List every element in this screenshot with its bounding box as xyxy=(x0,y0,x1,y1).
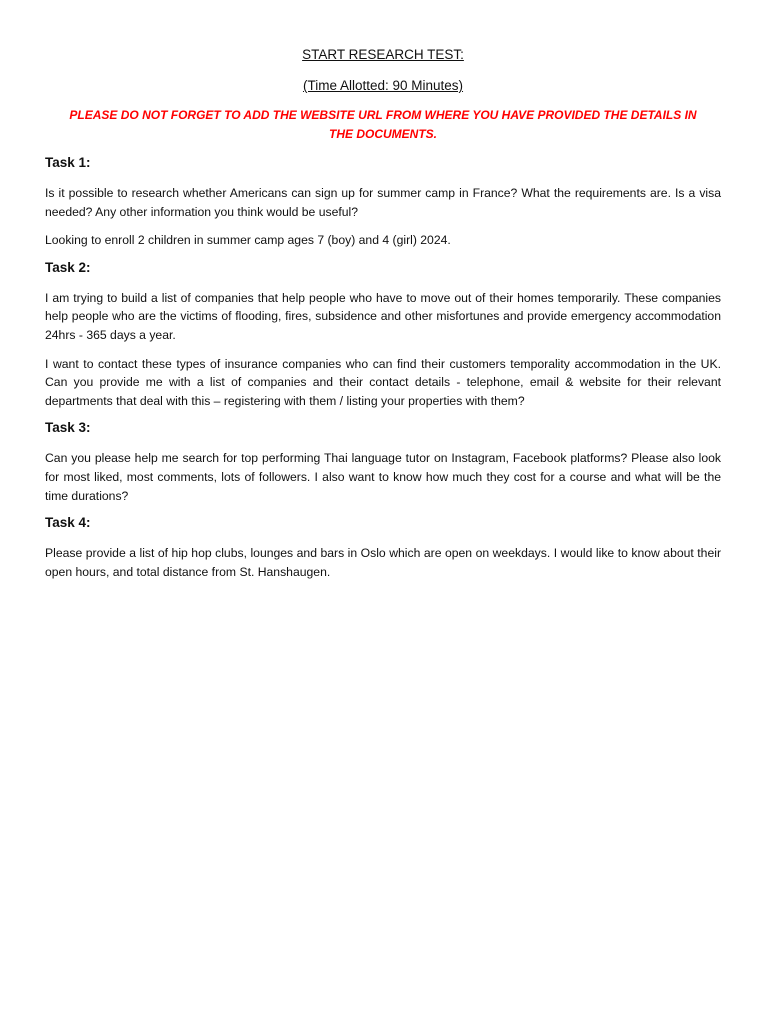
task-2-heading: Task 2: xyxy=(45,259,91,275)
task-2-paragraph-1: I am trying to build a list of companies that help people who have to move out of their homes temporarily. These companies help people who are the victims of flooding, fires, subsidence and other misfortunes and provide emergency accommodation 24hrs - 365 days a year. xyxy=(45,290,721,342)
task-4-paragraph-1: Please provide a list of hip hop clubs, lounges and bars in Oslo which are open on weekdays. I would like to know about their open hours, and total distance from St. Hanshaugen. xyxy=(45,546,721,579)
document-title: START RESEARCH TEST: xyxy=(302,47,464,62)
task-1-paragraph-2: Looking to enroll 2 children in summer camp ages 7 (boy) and 4 (girl) 2024. xyxy=(45,233,451,248)
task-1-paragraph-1: Is it possible to research whether Americans can sign up for summer camp in France? What the requirements are. Is a visa needed? Any other information you think would be useful? xyxy=(45,186,721,219)
document-page xyxy=(45,46,721,581)
task-1-heading: Task 1: xyxy=(45,155,91,170)
task-4-section xyxy=(45,514,721,581)
task-2-paragraph-2: I want to contact these types of insurance companies who can find their customers temporality accommodation in the UK. Can you provide me with a list of companies and their contact details - telephone, email & website for their relevant departments that deal with this – registering with them / listing your properties with them? xyxy=(45,356,721,408)
time-allotted: (Time Allotted: 90 Minutes) xyxy=(302,78,464,93)
task-3-paragraph-1: Can you please help me search for top performing Thai language tutor on Instagram, Facebook platforms? Please also look for most liked, most comments, lots of followers. I also want to know how much they cost for a course and what will be the time durations? xyxy=(45,451,721,503)
task-4-heading: Task 4: xyxy=(45,515,91,531)
task-2-section xyxy=(45,259,721,411)
task-3-heading: Task 3: xyxy=(45,420,91,436)
task-3-section xyxy=(45,419,721,505)
task-1-section xyxy=(45,154,721,250)
url-warning: PLEASE DO NOT FORGET TO ADD THE WEBSITE URL FROM WHERE YOU HAVE PROVIDED THE DETAILS IN THE DOCUMENTS. xyxy=(69,108,697,141)
